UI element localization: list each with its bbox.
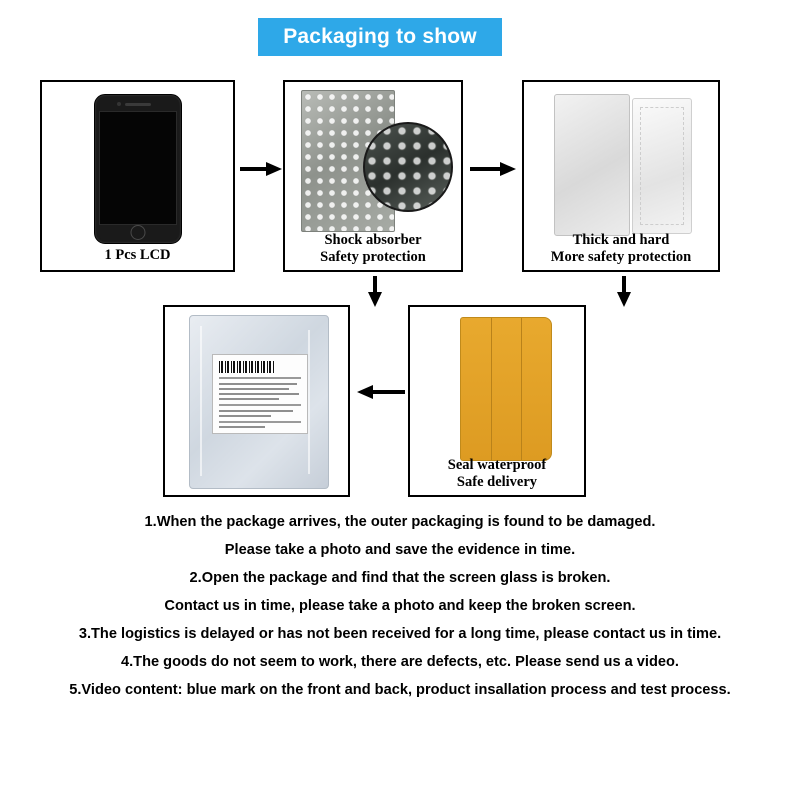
step-card-carton bbox=[408, 305, 586, 497]
arrow-foam-to-carton bbox=[368, 276, 382, 306]
note-line-1: 1.When the package arrives, the outer packaging is found to be damaged. bbox=[144, 513, 656, 530]
phone-lcd-icon bbox=[94, 94, 182, 244]
note-line-6: 4.The goods do not seem to work, there are defects, etc. Please send us a video. bbox=[121, 653, 679, 670]
step-card-shipping-bag bbox=[163, 305, 350, 497]
shipping-bag-icon bbox=[189, 315, 329, 489]
arrow-carton-to-bag bbox=[357, 385, 405, 399]
arrow-shock-to-foam bbox=[470, 162, 518, 176]
phone-speaker-icon bbox=[125, 103, 151, 106]
instruction-notes bbox=[0, 508, 800, 704]
carton-box-icon bbox=[460, 317, 552, 461]
note-line-2: Please take a photo and save the evidence in time. bbox=[224, 541, 576, 558]
shipping-label bbox=[212, 354, 308, 434]
phone-home-button-icon bbox=[130, 225, 145, 240]
phone-screen bbox=[99, 111, 177, 225]
arrow-foam-down bbox=[617, 276, 631, 306]
step-caption-foam: Thick and hard More safety protection bbox=[550, 232, 692, 265]
step-caption-carton: Seal waterproof Safe delivery bbox=[447, 457, 547, 490]
page-title-banner bbox=[258, 18, 502, 56]
bubble-wrap-zoom-icon bbox=[363, 122, 453, 212]
step-caption-lcd: 1 Pcs LCD bbox=[104, 247, 171, 263]
step-card-lcd bbox=[40, 80, 235, 272]
note-line-4: Contact us in time, please take a photo and keep the broken screen. bbox=[164, 597, 636, 614]
step-caption-shock-absorber: Shock absorber Safety protection bbox=[320, 232, 426, 265]
page-title: Packaging to show bbox=[283, 25, 477, 48]
barcode-icon bbox=[219, 361, 275, 373]
note-line-3: 2.Open the package and find that the screen glass is broken. bbox=[189, 569, 611, 586]
note-line-5: 3.The logistics is delayed or has not been received for a long time, please contact us in time. bbox=[78, 625, 722, 642]
step-card-foam bbox=[522, 80, 720, 272]
arrow-lcd-to-shock bbox=[240, 162, 282, 176]
phone-camera-icon bbox=[117, 102, 121, 106]
step-card-shock-absorber bbox=[283, 80, 463, 272]
note-line-7: 5.Video content: blue mark on the front and back, product insallation process and test process. bbox=[69, 681, 731, 698]
foam-board-secondary-icon bbox=[632, 98, 692, 234]
foam-board-icon bbox=[554, 94, 630, 236]
